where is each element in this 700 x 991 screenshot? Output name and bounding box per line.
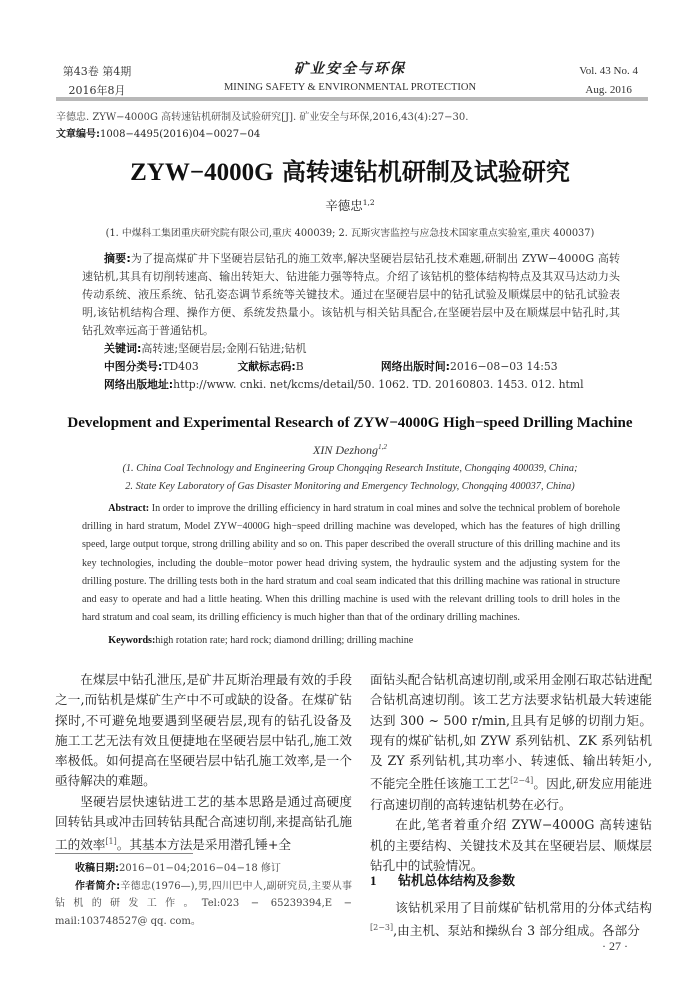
body-text: 。因此,研发应用能进行高速切削的高转速钻机势在必行。 (370, 776, 653, 812)
body-paragraph (55, 792, 352, 856)
page-number: · 27 · (602, 939, 628, 953)
meta-doc-code-label: 文献标志码: (237, 360, 296, 373)
header-vol-en (579, 62, 638, 100)
body-text: ,由主机、泵站和操纵台 3 部分组成。各部分 (393, 923, 640, 939)
body-paragraph: 在此,笔者着重介绍 ZYW−4000G 高转速钻机的主要结构、关键技术及其在坚硬岩层、顺煤层钻孔中的试验情况。 (370, 817, 652, 873)
footnote-received-value: 2016−01−04;2016−04−18 修订 (119, 863, 281, 874)
footnote-bio (55, 878, 352, 931)
meta-doc-code (237, 358, 377, 376)
english-author-name: XIN Dezhong (313, 443, 378, 457)
reference-marker[interactable]: [2−4] (510, 776, 534, 786)
keywords-cn-text: 高转速;坚硬岩层;金刚石钻进;钻机 (141, 342, 307, 355)
abstract-cn-text: 为了提高煤矿井下坚硬岩层钻孔的施工效率,解决坚硬岩层钻孔技术难题,研制出 ZYW−4000G 高转速钻机,其具有切削转速高、输出转矩大、钻进能力强等特点。介绍了该钻机的整体结构特点及其双马达动力头传动系统、液压系统、钻孔姿态调节系统等关键技术。通过在坚硬岩层中的钻孔试验及顺煤层中的钻孔试验表明,该钻机结构合理、操作方便、系统发热量小。该钻机与相关钻具配合,在坚硬岩层中及在顺煤层中钻孔时,其钻孔效率远高于普通钻机。 (82, 252, 620, 337)
footnote-rule (55, 853, 193, 854)
abstract-cn (82, 250, 620, 340)
abstract-cn-label: 摘要: (104, 252, 131, 265)
english-affiliation-2: 2. State Key Laboratory of Gas Disaster Monitoring and Emergency Technology, Chongqing 400037, China) (125, 481, 575, 492)
meta-online-url[interactable]: http://www. cnki. net/kcms/detail/50. 1062. TD. 20160803. 1453. 012. html (173, 378, 584, 391)
english-author-sup: 1,2 (378, 443, 387, 451)
english-affiliation-1: (1. China Coal Technology and Engineering Group Chongqing Research Institute, Chongqing 400039, China; (122, 463, 578, 474)
body-column-right (370, 670, 652, 876)
journal-name-cn: 矿业安全与环保 (294, 61, 406, 77)
header-rule (56, 97, 648, 101)
meta-clc (104, 358, 234, 376)
section-heading (370, 870, 515, 889)
body-column-right-continued (370, 898, 652, 942)
reference-marker[interactable]: [2−3] (370, 923, 394, 933)
footnote (55, 860, 352, 930)
body-text: 面钻头配合钻机高速切削,或采用金刚石取芯钻进配合钻机高速切削。该工艺方法要求钻机最大转速能达到 300 ~ 500 r/min,且具有足够的切削力矩。现有的煤矿钻机,如 ZYW 系列钻机、ZK 系列钻机及 ZY 系列钻机,其功率小、转速低、输出转矩小,不能完全胜任该施工工艺 (370, 672, 652, 792)
english-keywords-text: high rotation rate; hard rock; diamond drilling; drilling machine (155, 635, 414, 646)
body-column-left (55, 670, 352, 856)
english-keywords-label: Keywords: (108, 635, 156, 646)
keywords-cn-label: 关键词: (104, 342, 142, 355)
paper-title-model: ZYW−4000G (130, 159, 274, 186)
meta-row-2 (104, 376, 584, 394)
english-abstract (82, 500, 620, 627)
header-date-en: Aug. 2016 (585, 84, 632, 96)
body-paragraph (370, 670, 652, 815)
footnote-received-label: 收稿日期: (75, 863, 119, 874)
author-line (0, 196, 700, 214)
affiliation: (1. 中煤科工集团重庆研究院有限公司,重庆 400039; 2. 瓦斯灾害监控与应急技术国家重点实验室,重庆 400037) (105, 228, 595, 239)
section-title: 钻机总体结构及参数 (398, 874, 516, 889)
meta-clc-label: 中图分类号: (104, 360, 163, 373)
section-number: 1 (370, 873, 377, 888)
english-abstract-label: Abstract: (108, 503, 150, 514)
meta-row-1 (104, 358, 584, 376)
header-volume-en: Vol. 43 No. 4 (579, 65, 638, 77)
english-title: Development and Experimental Research of ZYW−4000G High−speed Drilling Machine (67, 415, 633, 431)
header-volume: 第43卷 第4期 (62, 65, 132, 78)
english-keywords (82, 632, 413, 650)
meta-online-time-label: 网络出版时间: (380, 360, 450, 373)
article-number-value: 1008−4495(2016)04−0027−04 (100, 129, 261, 140)
citation-line: 辛德忠. ZYW−4000G 高转速钻机研制及试验研究[J]. 矿业安全与环保,2016,43(4):27−30. (56, 112, 469, 123)
meta-online-time-value: 2016−08−03 14:53 (449, 360, 558, 373)
body-paragraph (370, 898, 652, 942)
header-volume-issue (62, 62, 132, 100)
meta-clc-value: TD403 (162, 360, 199, 373)
footnote-bio-label: 作者简介: (75, 880, 121, 892)
paper-title (0, 152, 700, 187)
header-journal (200, 59, 500, 97)
meta-doc-code-value: B (295, 360, 304, 373)
footnote-received (55, 860, 352, 878)
reference-marker[interactable]: [1] (105, 837, 117, 847)
paper-title-cn: 高转速钻机研制及试验研究 (281, 158, 570, 186)
meta-online-time (381, 358, 558, 376)
body-text: 坚硬岩层快速钻进工艺的基本思路是通过高硬度回转钻具或冲击回转钻具配合高速切削,来提高钻孔施工的效率 (55, 793, 352, 853)
footnote-bio-value: 辛德忠(1976—),男,四川巴中人,副研究员,主要从事钻机的研发工作。Tel:023 − 65239394,E − mail:103748527@ qq. com。 (55, 880, 352, 927)
author-name: 辛德忠 (325, 198, 363, 213)
english-author (0, 443, 700, 458)
meta-online-url-label: 网络出版地址: (104, 378, 174, 391)
keywords-cn (82, 340, 620, 358)
author-sup: 1,2 (362, 197, 375, 207)
body-text: 该钻机采用了目前煤矿钻机常用的分体式结构 (395, 900, 652, 915)
journal-name-en: MINING SAFETY & ENVIRONMENTAL PROTECTION (223, 82, 477, 93)
article-number-label: 文章编号: (56, 129, 100, 140)
article-number (56, 126, 260, 143)
header-date-cn: 2016年8月 (68, 84, 126, 97)
article-meta (104, 358, 584, 394)
body-paragraph: 在煤层中钻孔泄压,是矿井瓦斯治理最有效的手段之一,而钻机是煤矿生产中不可或缺的设备。在煤矿钻探时,不可避免地要遇到坚硬岩层,现有的钻孔设备及施工工艺无法有效且便捷地在坚硬岩层中钻孔,施工效率极低。如何提高在坚硬岩层中钻孔施工效率,是一个亟待解决的难题。 (55, 672, 352, 789)
body-text: 。其基本方法是采用潜孔锤+全 (116, 837, 291, 853)
english-abstract-text: In order to improve the drilling efficiency in hard stratum in coal mines and solve the technical problem of borehole drilling in hard stratum, Model ZYW−4000G high−speed drilling machine was developed, which has the features of high drilling speed, large output torque, strong drilling ability and so on. This paper described the overall structure of this drilling machine and its key technologies, including the double−motor power head driving system, the hydraulic system and the adjusting system for the drilling posture. The drilling tests both in the hard stratum and coal seam indicated that this drilling machine was rational in structure and easy to operate and had a little heating. When this drilling machine is used with the relevant drilling tools to drill holes in the hard stratum and coal seam, its drilling efficiency is much higher than that of the ordinary drilling machines. (82, 503, 620, 624)
